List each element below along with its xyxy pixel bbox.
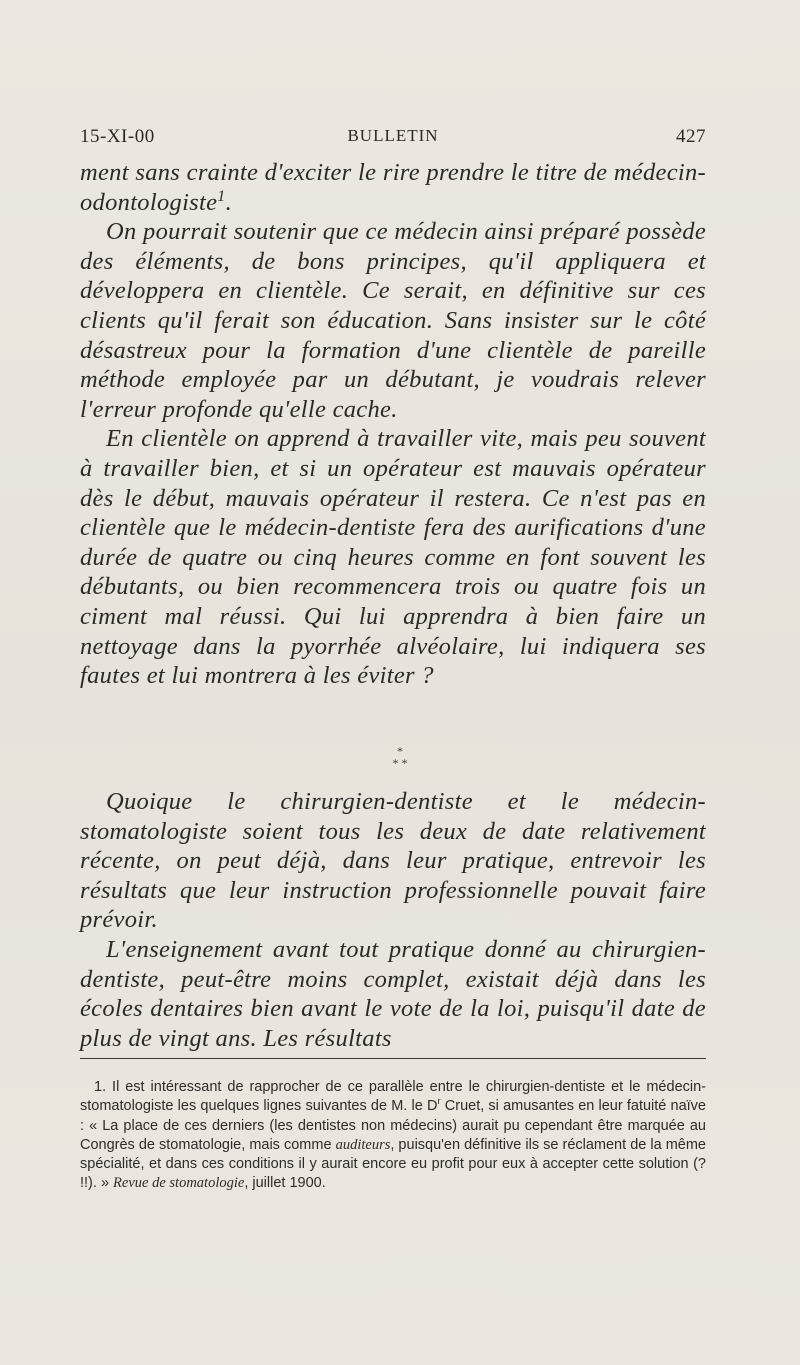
paragraph: On pourrait soutenir que ce médecin ainsi préparé possède des éléments, de bons principes, qu'il appliquera et développera en clientèle. Ce serait, en définitive sur ces clients qu'il ferait son éducation. Sans insister sur le côté désastreux pour la formation d'une clientèle de pareille méthode employée par un débutant, je voudrais relever l'erreur profonde qu'elle cache. [80, 218, 706, 423]
footnote-reference: 1 [217, 187, 226, 205]
section-separator: * * * [392, 744, 408, 770]
paragraph: En clientèle on apprend à travailler vite, mais peu souvent à travailler bien, et si un opérateur est mauvais opérateur dès le début, mauvais opérateur il restera. Ce n'est pas en clientèle que le médecin-dentiste fera des aurifications d'une durée de quatre ou cinq heures comme en font souvent les débutants, ou bien recommencera trois ou quatre fois un ciment mal réussi. Qui lui apprendra à bien faire un nettoyage dans la pyorrhée alvéolaire, lui indiquera ses fautes et lui montrera à les éviter ? [80, 425, 706, 690]
paragraph: L'enseignement avant tout pratique donné au chirurgien-dentiste, peut-être moins complet, existait déjà dans les écoles dentaires bien avant le vote de la loi, puisqu'il date de plus de vingt ans. Les résultats [80, 935, 706, 1052]
main-text-block [80, 158, 706, 691]
header-date: 15-XI-00 [80, 126, 155, 147]
paragraph-continuation: ment sans crainte d'exciter le rire prendre le titre de médecin-odontologiste$^1$. [80, 159, 706, 216]
paragraph: Quoique le chirurgien-dentiste et le médecin-stomatologiste soient tous les deux de date relativement récente, on peut déjà, dans leur pratique, entrevoir les résultats que leur instruction professionnelle pouvait faire prévoir. [80, 788, 706, 934]
citation-title: Revue de stomatologie [113, 1175, 245, 1192]
header-title: BULLETIN [347, 126, 439, 145]
footnote-number: 1. [94, 1079, 107, 1095]
running-header [80, 126, 706, 154]
page-number: 427 [676, 126, 706, 147]
footnote: 1. Il est intéressant de rapprocher de ce parallèle entre le chirurgien-dentiste et le médecin-stomatologiste les quelques lignes suivantes de M. le $D^r$ Cruet, si amusantes en leur fatuité naïve : « La place de ces derniers (les dentistes non médecins) aurait pu cependant être marquée au Congrès de stomatologie, mais comme auditeurs, puisqu'en définitive ils se réclament de la même spécialité, et dans ces conditions il y aurait encore eu profit pour eux à accepter cette solution (? !!). » Revue de stomatologie, juillet 1900. [80, 1079, 706, 1192]
main-text-block-2 [80, 787, 706, 1053]
footnote-rule [80, 1058, 706, 1059]
